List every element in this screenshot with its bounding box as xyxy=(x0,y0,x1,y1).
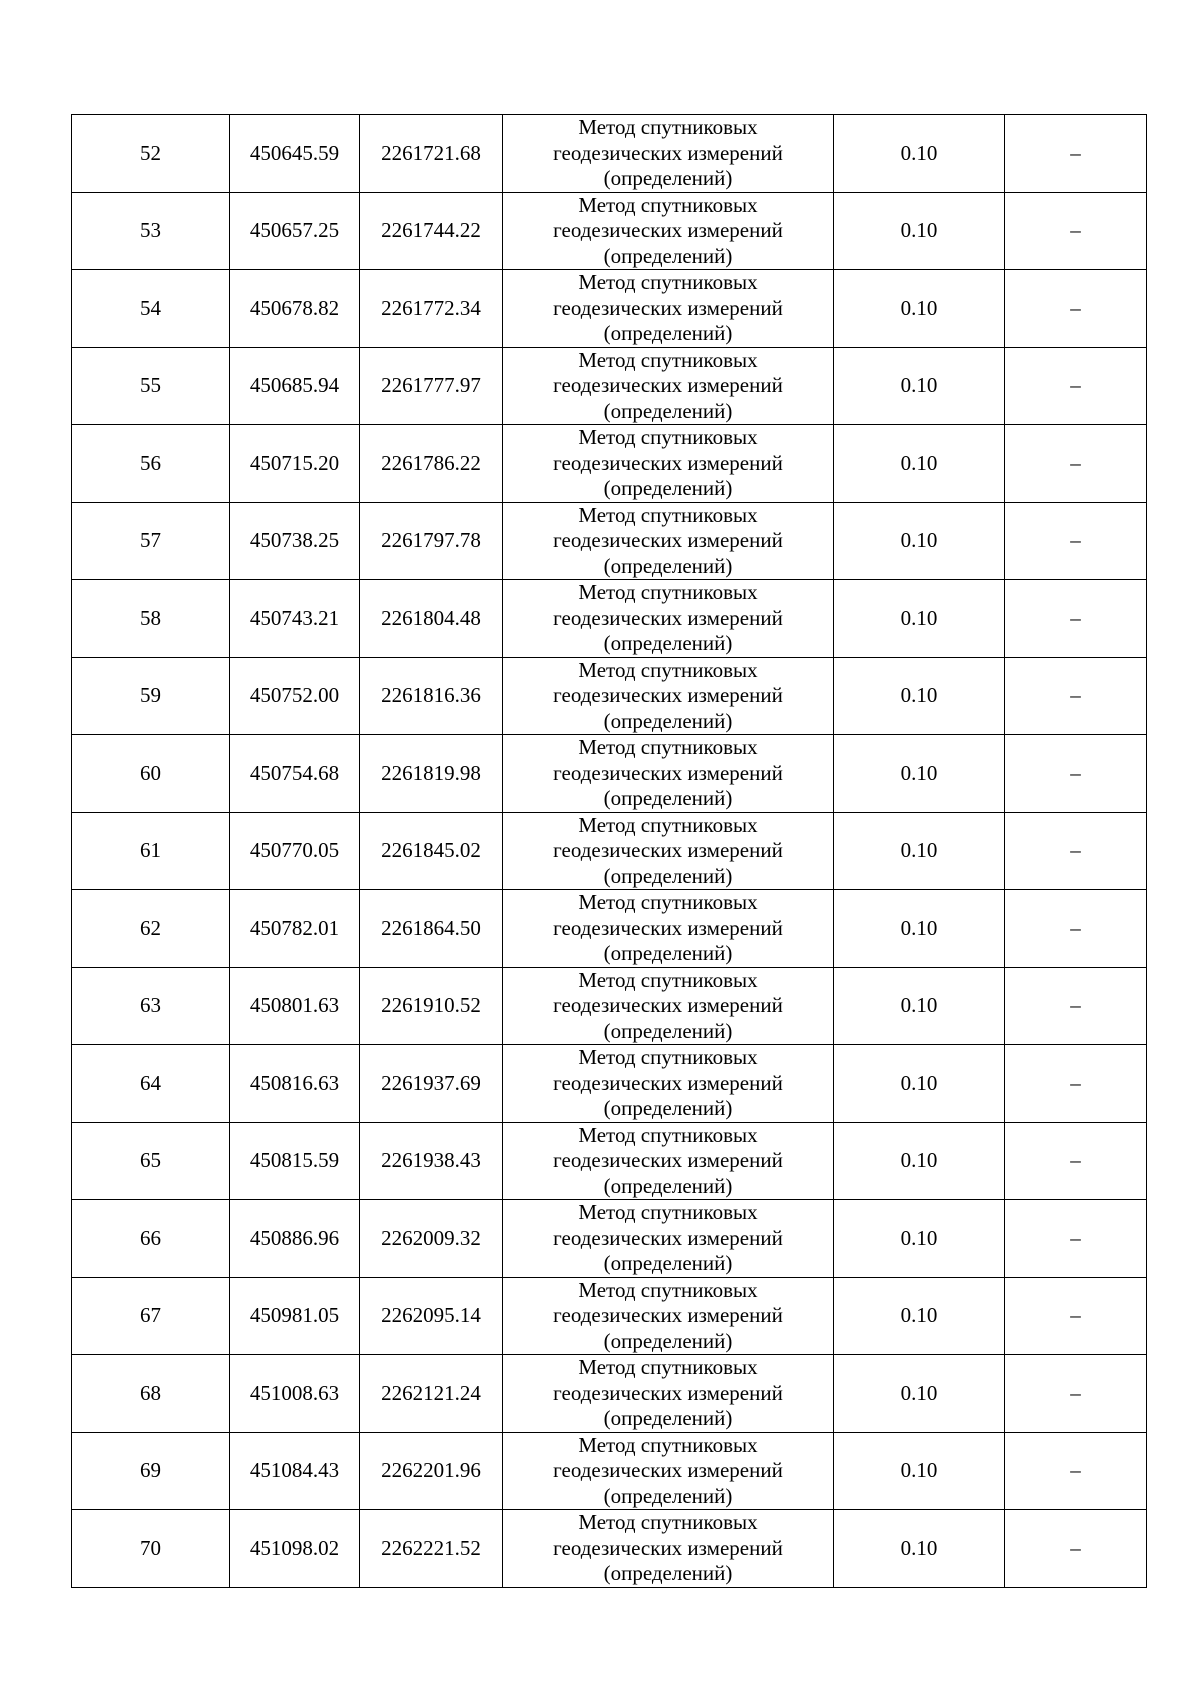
method-cell xyxy=(503,192,834,270)
method-cell xyxy=(503,115,834,193)
y-coordinate-cell: 2261744.22 xyxy=(360,192,503,270)
method-cell xyxy=(503,1277,834,1355)
method-cell xyxy=(503,812,834,890)
x-coordinate-cell: 451084.43 xyxy=(230,1432,360,1510)
method-text: Метод спутниковых геодезических измерений (определений) xyxy=(553,1432,783,1508)
method-text: Метод спутниковых геодезических измерений (определений) xyxy=(553,425,783,500)
method-cell xyxy=(503,425,834,503)
accuracy-cell: 0.10 xyxy=(834,657,1005,735)
note-cell: – xyxy=(1005,812,1147,890)
method-cell xyxy=(503,580,834,658)
coordinates-table-body xyxy=(72,115,1147,1588)
method-cell xyxy=(503,1510,834,1588)
note-cell: – xyxy=(1005,657,1147,735)
method-text: Метод спутниковых геодезических измерений (определений) xyxy=(553,192,783,268)
point-number-cell: 66 xyxy=(72,1200,230,1278)
method-cell xyxy=(503,1045,834,1123)
method-text: Метод спутниковых геодезических измерений (определений) xyxy=(553,967,783,1043)
accuracy-cell: 0.10 xyxy=(834,1510,1005,1588)
x-coordinate-cell: 450752.00 xyxy=(230,657,360,735)
table-row xyxy=(72,502,1147,580)
x-coordinate-cell: 450815.59 xyxy=(230,1122,360,1200)
point-number-cell: 57 xyxy=(72,502,230,580)
table-row xyxy=(72,347,1147,425)
method-text: Метод спутниковых геодезических измерений (определений) xyxy=(553,657,783,733)
table-row xyxy=(72,1045,1147,1123)
x-coordinate-cell: 450678.82 xyxy=(230,270,360,348)
point-number-cell: 62 xyxy=(72,890,230,968)
x-coordinate-cell: 451008.63 xyxy=(230,1355,360,1433)
x-coordinate-cell: 450645.59 xyxy=(230,115,360,193)
x-coordinate-cell: 450770.05 xyxy=(230,812,360,890)
note-cell: – xyxy=(1005,967,1147,1045)
x-coordinate-cell: 450657.25 xyxy=(230,192,360,270)
y-coordinate-cell: 2261819.98 xyxy=(360,735,503,813)
accuracy-cell: 0.10 xyxy=(834,1355,1005,1433)
accuracy-cell: 0.10 xyxy=(834,502,1005,580)
table-row xyxy=(72,890,1147,968)
note-cell: – xyxy=(1005,1200,1147,1278)
accuracy-cell: 0.10 xyxy=(834,425,1005,503)
y-coordinate-cell: 2261816.36 xyxy=(360,657,503,735)
y-coordinate-cell: 2262201.96 xyxy=(360,1432,503,1510)
method-text: Метод спутниковых геодезических измерений (определений) xyxy=(553,1122,783,1198)
table-row xyxy=(72,192,1147,270)
point-number-cell: 64 xyxy=(72,1045,230,1123)
accuracy-cell: 0.10 xyxy=(834,967,1005,1045)
point-number-cell: 63 xyxy=(72,967,230,1045)
y-coordinate-cell: 2262121.24 xyxy=(360,1355,503,1433)
y-coordinate-cell: 2261938.43 xyxy=(360,1122,503,1200)
point-number-cell: 56 xyxy=(72,425,230,503)
note-cell: – xyxy=(1005,192,1147,270)
method-text: Метод спутниковых геодезических измерений (определений) xyxy=(553,812,783,888)
table-row xyxy=(72,967,1147,1045)
accuracy-cell: 0.10 xyxy=(834,1277,1005,1355)
y-coordinate-cell: 2262009.32 xyxy=(360,1200,503,1278)
x-coordinate-cell: 450754.68 xyxy=(230,735,360,813)
y-coordinate-cell: 2261772.34 xyxy=(360,270,503,348)
table-row xyxy=(72,657,1147,735)
accuracy-cell: 0.10 xyxy=(834,192,1005,270)
note-cell: – xyxy=(1005,1122,1147,1200)
note-cell: – xyxy=(1005,735,1147,813)
accuracy-cell: 0.10 xyxy=(834,347,1005,425)
accuracy-cell: 0.10 xyxy=(834,812,1005,890)
method-text: Метод спутниковых геодезических измерений (определений) xyxy=(553,115,783,190)
accuracy-cell: 0.10 xyxy=(834,735,1005,813)
note-cell: – xyxy=(1005,1277,1147,1355)
y-coordinate-cell: 2261864.50 xyxy=(360,890,503,968)
y-coordinate-cell: 2261797.78 xyxy=(360,502,503,580)
coordinates-table xyxy=(71,114,1147,1588)
point-number-cell: 54 xyxy=(72,270,230,348)
table-row xyxy=(72,735,1147,813)
method-cell xyxy=(503,502,834,580)
note-cell: – xyxy=(1005,1355,1147,1433)
point-number-cell: 69 xyxy=(72,1432,230,1510)
y-coordinate-cell: 2261786.22 xyxy=(360,425,503,503)
point-number-cell: 52 xyxy=(72,115,230,193)
accuracy-cell: 0.10 xyxy=(834,115,1005,193)
method-text: Метод спутниковых геодезических измерений (определений) xyxy=(553,502,783,578)
note-cell: – xyxy=(1005,580,1147,658)
point-number-cell: 67 xyxy=(72,1277,230,1355)
y-coordinate-cell: 2261721.68 xyxy=(360,115,503,193)
point-number-cell: 70 xyxy=(72,1510,230,1588)
y-coordinate-cell: 2262221.52 xyxy=(360,1510,503,1588)
table-row xyxy=(72,1277,1147,1355)
y-coordinate-cell: 2261777.97 xyxy=(360,347,503,425)
point-number-cell: 53 xyxy=(72,192,230,270)
note-cell: – xyxy=(1005,425,1147,503)
method-text: Метод спутниковых геодезических измерений (определений) xyxy=(553,1045,783,1120)
y-coordinate-cell: 2261910.52 xyxy=(360,967,503,1045)
y-coordinate-cell: 2262095.14 xyxy=(360,1277,503,1355)
accuracy-cell: 0.10 xyxy=(834,1432,1005,1510)
method-text: Метод спутниковых геодезических измерений (определений) xyxy=(553,347,783,423)
method-cell xyxy=(503,1355,834,1433)
table-row xyxy=(72,580,1147,658)
method-cell xyxy=(503,347,834,425)
x-coordinate-cell: 450685.94 xyxy=(230,347,360,425)
x-coordinate-cell: 450715.20 xyxy=(230,425,360,503)
point-number-cell: 60 xyxy=(72,735,230,813)
note-cell: – xyxy=(1005,502,1147,580)
x-coordinate-cell: 451098.02 xyxy=(230,1510,360,1588)
accuracy-cell: 0.10 xyxy=(834,1200,1005,1278)
note-cell: – xyxy=(1005,270,1147,348)
note-cell: – xyxy=(1005,1432,1147,1510)
point-number-cell: 58 xyxy=(72,580,230,658)
accuracy-cell: 0.10 xyxy=(834,270,1005,348)
note-cell: – xyxy=(1005,1510,1147,1588)
table-row xyxy=(72,115,1147,193)
table-row xyxy=(72,1200,1147,1278)
method-text: Метод спутниковых геодезических измерений (определений) xyxy=(553,580,783,655)
method-cell xyxy=(503,890,834,968)
accuracy-cell: 0.10 xyxy=(834,1122,1005,1200)
table-row xyxy=(72,812,1147,890)
method-cell xyxy=(503,657,834,735)
method-cell xyxy=(503,1122,834,1200)
method-text: Метод спутниковых геодезических измерений (определений) xyxy=(553,1200,783,1275)
x-coordinate-cell: 450743.21 xyxy=(230,580,360,658)
y-coordinate-cell: 2261804.48 xyxy=(360,580,503,658)
method-text: Метод спутниковых геодезических измерений (определений) xyxy=(553,1277,783,1353)
accuracy-cell: 0.10 xyxy=(834,1045,1005,1123)
table-row xyxy=(72,270,1147,348)
accuracy-cell: 0.10 xyxy=(834,580,1005,658)
note-cell: – xyxy=(1005,347,1147,425)
y-coordinate-cell: 2261845.02 xyxy=(360,812,503,890)
method-cell xyxy=(503,270,834,348)
method-text: Метод спутниковых геодезических измерений (определений) xyxy=(553,1510,783,1585)
note-cell: – xyxy=(1005,1045,1147,1123)
table-row xyxy=(72,1355,1147,1433)
note-cell: – xyxy=(1005,115,1147,193)
y-coordinate-cell: 2261937.69 xyxy=(360,1045,503,1123)
method-cell xyxy=(503,735,834,813)
method-text: Метод спутниковых геодезических измерений (определений) xyxy=(553,1355,783,1430)
table-row xyxy=(72,1432,1147,1510)
method-cell xyxy=(503,967,834,1045)
table-row xyxy=(72,425,1147,503)
method-cell xyxy=(503,1432,834,1510)
x-coordinate-cell: 450886.96 xyxy=(230,1200,360,1278)
x-coordinate-cell: 450816.63 xyxy=(230,1045,360,1123)
x-coordinate-cell: 450782.01 xyxy=(230,890,360,968)
point-number-cell: 68 xyxy=(72,1355,230,1433)
point-number-cell: 65 xyxy=(72,1122,230,1200)
table-row xyxy=(72,1510,1147,1588)
x-coordinate-cell: 450981.05 xyxy=(230,1277,360,1355)
accuracy-cell: 0.10 xyxy=(834,890,1005,968)
table-row xyxy=(72,1122,1147,1200)
method-text: Метод спутниковых геодезических измерений (определений) xyxy=(553,735,783,810)
x-coordinate-cell: 450738.25 xyxy=(230,502,360,580)
point-number-cell: 55 xyxy=(72,347,230,425)
point-number-cell: 61 xyxy=(72,812,230,890)
method-text: Метод спутниковых геодезических измерений (определений) xyxy=(553,270,783,345)
point-number-cell: 59 xyxy=(72,657,230,735)
method-cell xyxy=(503,1200,834,1278)
note-cell: – xyxy=(1005,890,1147,968)
method-text: Метод спутниковых геодезических измерений (определений) xyxy=(553,890,783,965)
x-coordinate-cell: 450801.63 xyxy=(230,967,360,1045)
